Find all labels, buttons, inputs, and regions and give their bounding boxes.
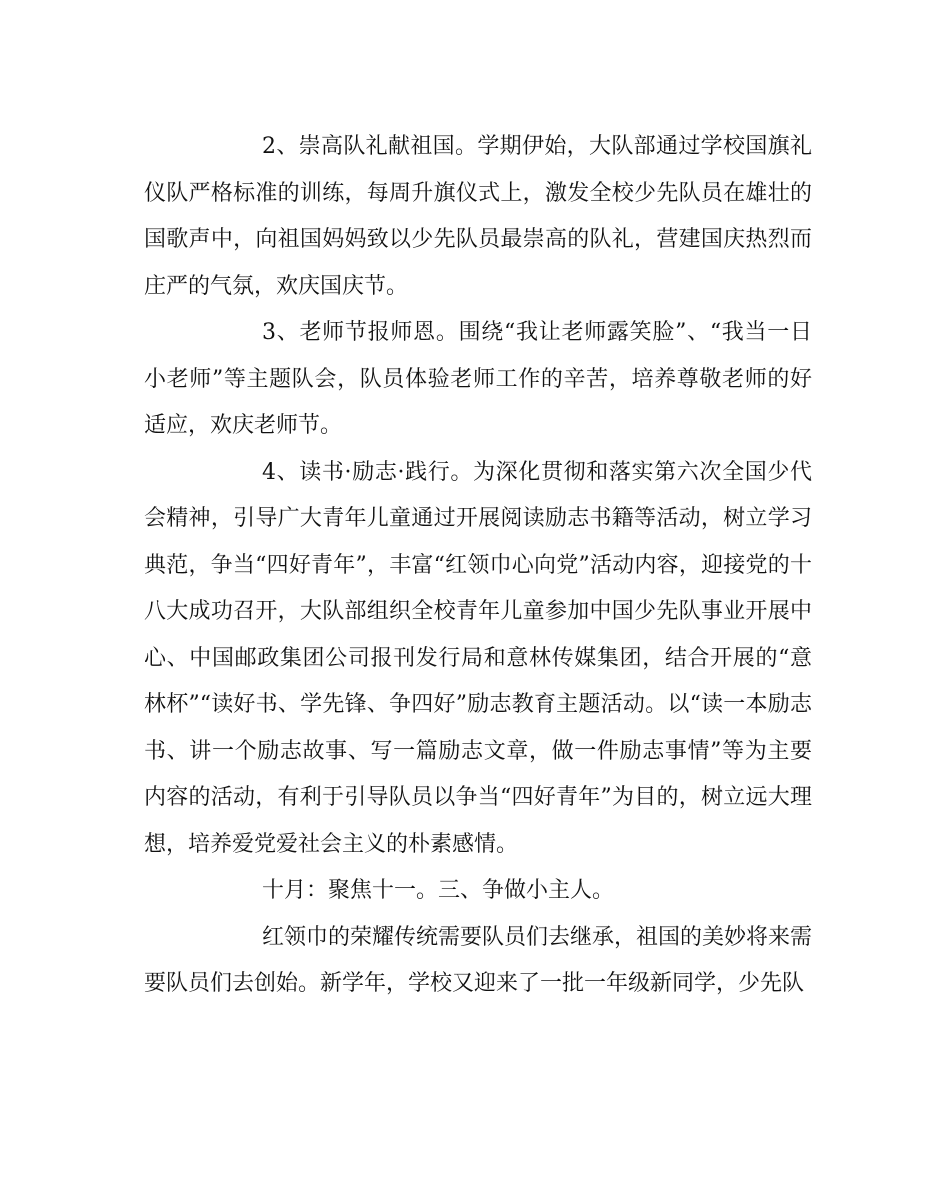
paragraph-reading: 4、读书·励志·践行。为深化贯彻和落实第六次全国少代会精神，引导广大青年儿童通过开展阅读励志书籍等活动，树立学习典范，争当“四好青年”，丰富“红领巾心向党”活动内容，迎接党的十 八大成功召开，大队部组织全校青年儿童参加中国少先队事业开展中心、中国邮政集团公司报刊发行局和意林传媒集团，结合开展的“意林杯”“读好书、学先锋、争四好”励志教育主题活动。以“读一本励志书、讲一个励志故事、写一篇励志文章，做一件励志事情”等为主要内容的活动，有利于引导队员以争当“四好青年”为目的，树立远大理想，培养爱党爱社会主义的朴素感情。	[144, 459, 812, 857]
paragraph-red-scarf: 红领巾的荣耀传统需要队员们去继承，祖国的美妙将来需要队员们去创始。新学年，学校又迎来了一批一年级新同学，少先队	[144, 924, 813, 996]
paragraph-october: 十月：聚焦十一。三、争做小主人。	[262, 878, 615, 903]
paragraph-salute: 2、崇高队礼献祖国。学期伊始，大队部通过学校国旗礼仪队严格标准的训练，每周升旗仪式上，激发全校少先队员在雄壮的国歌声中，向祖国妈妈致以少先队员最崇高的队礼，营建国庆热烈而庄严的气氛，欢庆国庆节。	[144, 134, 812, 299]
body-text	[144, 124, 812, 1008]
paragraph-teachers-day: 3、老师节报师恩。围绕“我让老师露笑脸”、“我当一日小老师”等主题队会，队员体验老师工作的辛苦，培养尊敬老师的好适应，欢庆老师节。	[144, 320, 812, 438]
